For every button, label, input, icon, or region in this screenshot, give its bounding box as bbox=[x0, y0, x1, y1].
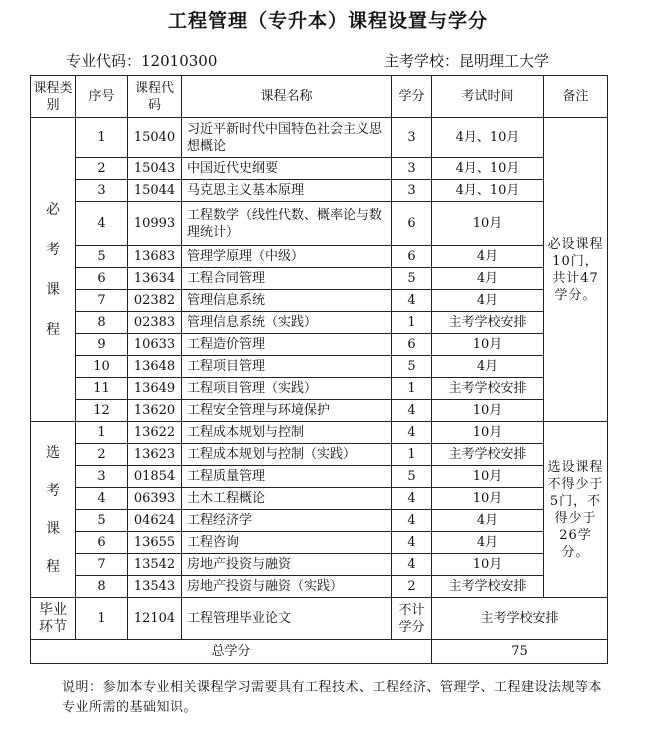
row-code: 15040 bbox=[128, 118, 182, 158]
header-course-code: 课程代码 bbox=[128, 76, 182, 118]
category-graduation: 毕业环节 bbox=[31, 598, 76, 640]
header-credits: 学分 bbox=[392, 76, 432, 118]
row-seq: 7 bbox=[76, 290, 128, 312]
table-row bbox=[31, 488, 608, 510]
row-code: 13543 bbox=[128, 576, 182, 598]
graduation-exam: 主考学校安排 bbox=[432, 598, 608, 640]
row-name: 工程成本规划与控制 bbox=[182, 422, 392, 444]
row-name: 房地产投资与融资 bbox=[182, 554, 392, 576]
row-credits: 1 bbox=[392, 444, 432, 466]
row-exam: 4月 bbox=[432, 268, 544, 290]
row-seq: 2 bbox=[76, 444, 128, 466]
row-name: 工程造价管理 bbox=[182, 334, 392, 356]
row-credits: 2 bbox=[392, 576, 432, 598]
row-seq: 6 bbox=[76, 532, 128, 554]
row-seq: 8 bbox=[76, 312, 128, 334]
exam-school-value: 昆明理工大学 bbox=[459, 52, 550, 70]
row-credits: 3 bbox=[392, 118, 432, 158]
table-row bbox=[31, 532, 608, 554]
row-exam: 主考学校安排 bbox=[432, 378, 544, 400]
row-name: 工程安全管理与环境保护 bbox=[182, 400, 392, 422]
table-row bbox=[31, 510, 608, 532]
total-value: 75 bbox=[432, 640, 608, 664]
row-exam: 10月 bbox=[432, 400, 544, 422]
row-code: 01854 bbox=[128, 466, 182, 488]
row-credits: 4 bbox=[392, 554, 432, 576]
row-name: 房地产投资与融资（实践） bbox=[182, 576, 392, 598]
row-code: 13634 bbox=[128, 268, 182, 290]
row-code: 13623 bbox=[128, 444, 182, 466]
row-exam: 4月 bbox=[432, 290, 544, 312]
row-exam: 主考学校安排 bbox=[432, 576, 544, 598]
row-exam: 4月 bbox=[432, 510, 544, 532]
table-row bbox=[31, 378, 608, 400]
row-credits: 4 bbox=[392, 422, 432, 444]
row-exam: 4月、10月 bbox=[432, 158, 544, 180]
footer-note: 说明：参加本专业相关课程学习需要具有工程技术、工程经济、管理学、工程建设法规等本专业所需的基础知识。 bbox=[62, 680, 603, 715]
row-exam: 主考学校安排 bbox=[432, 312, 544, 334]
header-course-name: 课程名称 bbox=[182, 76, 392, 118]
table-row bbox=[31, 356, 608, 378]
row-code: 06393 bbox=[128, 488, 182, 510]
table-row bbox=[31, 466, 608, 488]
row-exam: 10月 bbox=[432, 488, 544, 510]
row-code: 13649 bbox=[128, 378, 182, 400]
row-exam: 10月 bbox=[432, 422, 544, 444]
row-seq: 4 bbox=[76, 488, 128, 510]
row-code: 10633 bbox=[128, 334, 182, 356]
row-code: 04624 bbox=[128, 510, 182, 532]
row-credits: 5 bbox=[392, 466, 432, 488]
row-code: 02383 bbox=[128, 312, 182, 334]
row-name: 工程咨询 bbox=[182, 532, 392, 554]
table-row bbox=[31, 180, 608, 202]
row-seq: 11 bbox=[76, 378, 128, 400]
row-seq: 4 bbox=[76, 202, 128, 246]
row-credits: 5 bbox=[392, 356, 432, 378]
table-row bbox=[31, 246, 608, 268]
header-exam-time: 考试时间 bbox=[432, 76, 544, 118]
row-seq: 8 bbox=[76, 576, 128, 598]
row-credits: 6 bbox=[392, 334, 432, 356]
row-name: 管理信息系统（实践） bbox=[182, 312, 392, 334]
row-credits: 3 bbox=[392, 158, 432, 180]
row-code: 13542 bbox=[128, 554, 182, 576]
row-credits: 1 bbox=[392, 312, 432, 334]
row-seq: 2 bbox=[76, 158, 128, 180]
header-row bbox=[31, 76, 608, 118]
row-code: 13622 bbox=[128, 422, 182, 444]
row-seq: 5 bbox=[76, 510, 128, 532]
table-row bbox=[31, 554, 608, 576]
row-exam: 4月 bbox=[432, 532, 544, 554]
row-code: 02382 bbox=[128, 290, 182, 312]
major-code bbox=[66, 50, 217, 71]
table-row bbox=[31, 444, 608, 466]
row-name: 土木工程概论 bbox=[182, 488, 392, 510]
row-seq: 3 bbox=[76, 466, 128, 488]
row-exam: 4月 bbox=[432, 246, 544, 268]
table-row bbox=[31, 290, 608, 312]
row-name: 管理信息系统 bbox=[182, 290, 392, 312]
row-credits: 4 bbox=[392, 400, 432, 422]
row-code: 15044 bbox=[128, 180, 182, 202]
category-required-label: 必考课程 bbox=[46, 201, 60, 338]
total-label: 总学分 bbox=[31, 640, 432, 664]
row-exam: 10月 bbox=[432, 202, 544, 246]
row-code: 13620 bbox=[128, 400, 182, 422]
row-exam: 4月、10月 bbox=[432, 118, 544, 158]
table-row bbox=[31, 268, 608, 290]
row-seq: 1 bbox=[76, 422, 128, 444]
row-seq: 9 bbox=[76, 334, 128, 356]
row-name: 管理学原理（中级） bbox=[182, 246, 392, 268]
row-credits: 4 bbox=[392, 290, 432, 312]
header-seq: 序号 bbox=[76, 76, 128, 118]
row-name: 工程数学（线性代数、概率论与数理统计） bbox=[182, 202, 392, 246]
category-elective bbox=[31, 422, 76, 598]
row-name: 中国近代史纲要 bbox=[182, 158, 392, 180]
header-remarks: 备注 bbox=[544, 76, 608, 118]
row-name: 工程成本规划与控制（实践） bbox=[182, 444, 392, 466]
row-exam: 4月、10月 bbox=[432, 180, 544, 202]
row-name: 工程合同管理 bbox=[182, 268, 392, 290]
category-required bbox=[31, 118, 76, 422]
row-name: 工程质量管理 bbox=[182, 466, 392, 488]
row-credits: 4 bbox=[392, 488, 432, 510]
required-note: 必设课程10门，共计47学分。 bbox=[544, 118, 608, 422]
row-seq: 1 bbox=[76, 598, 128, 640]
table-row bbox=[31, 400, 608, 422]
row-name: 工程项目管理（实践） bbox=[182, 378, 392, 400]
table-row bbox=[31, 576, 608, 598]
table-row bbox=[31, 202, 608, 246]
row-code: 12104 bbox=[128, 598, 182, 640]
row-seq: 5 bbox=[76, 246, 128, 268]
row-code: 13655 bbox=[128, 532, 182, 554]
row-exam: 10月 bbox=[432, 466, 544, 488]
row-name: 习近平新时代中国特色社会主义思想概论 bbox=[182, 118, 392, 158]
major-code-value: 12010300 bbox=[141, 52, 218, 70]
row-code: 13683 bbox=[128, 246, 182, 268]
header-category: 课程类别 bbox=[31, 76, 76, 118]
elective-note: 选设课程不得少于5门，不得少于26学分。 bbox=[544, 422, 608, 598]
row-name: 工程管理毕业论文 bbox=[182, 598, 392, 640]
row-seq: 6 bbox=[76, 268, 128, 290]
row-exam: 10月 bbox=[432, 554, 544, 576]
row-name: 马克思主义基本原理 bbox=[182, 180, 392, 202]
exam-school-label: 主考学校： bbox=[384, 52, 460, 70]
row-credits: 3 bbox=[392, 180, 432, 202]
row-seq: 7 bbox=[76, 554, 128, 576]
row-credits: 不计学分 bbox=[392, 598, 432, 640]
row-exam: 10月 bbox=[432, 334, 544, 356]
row-name: 工程经济学 bbox=[182, 510, 392, 532]
row-credits: 6 bbox=[392, 202, 432, 246]
row-seq: 10 bbox=[76, 356, 128, 378]
exam-school bbox=[384, 50, 549, 71]
category-elective-label: 选考课程 bbox=[46, 444, 60, 575]
course-table bbox=[30, 75, 608, 664]
row-exam: 主考学校安排 bbox=[432, 444, 544, 466]
table-row bbox=[31, 118, 608, 158]
table-row bbox=[31, 334, 608, 356]
row-credits: 6 bbox=[392, 246, 432, 268]
row-exam: 4月 bbox=[432, 356, 544, 378]
graduation-row bbox=[31, 598, 608, 640]
page-title: 工程管理（专升本）课程设置与学分 bbox=[167, 10, 488, 32]
row-credits: 4 bbox=[392, 532, 432, 554]
total-row bbox=[31, 640, 608, 664]
table-body bbox=[31, 118, 608, 664]
row-code: 10993 bbox=[128, 202, 182, 246]
row-seq: 1 bbox=[76, 118, 128, 158]
row-credits: 5 bbox=[392, 268, 432, 290]
row-code: 15043 bbox=[128, 158, 182, 180]
row-credits: 1 bbox=[392, 378, 432, 400]
row-seq: 12 bbox=[76, 400, 128, 422]
row-name: 工程项目管理 bbox=[182, 356, 392, 378]
table-row bbox=[31, 312, 608, 334]
row-credits: 4 bbox=[392, 510, 432, 532]
table-row bbox=[31, 422, 608, 444]
major-code-label: 专业代码： bbox=[66, 52, 142, 70]
row-seq: 3 bbox=[76, 180, 128, 202]
row-code: 13648 bbox=[128, 356, 182, 378]
table-row bbox=[31, 158, 608, 180]
